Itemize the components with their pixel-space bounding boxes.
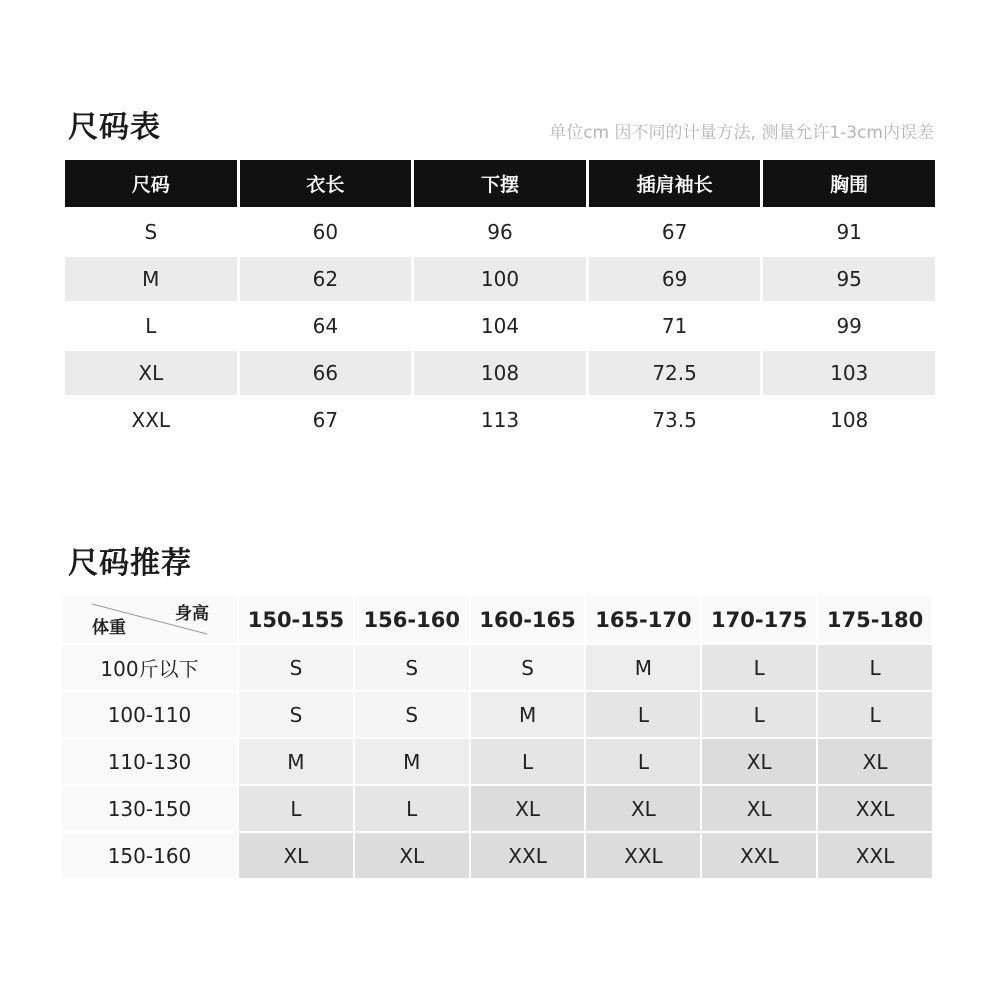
height-header: 165-170: [586, 596, 700, 643]
size-cell: XL: [239, 831, 353, 878]
header-hem: 下摆: [414, 160, 586, 210]
table-cell: 104: [414, 304, 586, 351]
size-cell: S: [355, 690, 469, 737]
size-cell: S: [471, 643, 585, 690]
size-cell: M: [586, 643, 700, 690]
size-cell: XXL: [818, 784, 932, 831]
table-row: [65, 351, 935, 398]
weight-label: 110-130: [62, 737, 237, 784]
size-cell: XL: [702, 737, 816, 784]
table-cell: 108: [414, 351, 586, 398]
corner-weight-label: 体重: [92, 618, 126, 638]
size-cell: M: [355, 737, 469, 784]
table-cell: 60: [240, 210, 412, 257]
size-chart-title: 尺码表: [68, 110, 161, 145]
table-cell: 96: [414, 210, 586, 257]
table-cell: 113: [414, 398, 586, 445]
size-cell: XXL: [702, 831, 816, 878]
table-cell: 67: [240, 398, 412, 445]
size-cell: L: [818, 643, 932, 690]
size-cell: L: [586, 690, 700, 737]
table-cell: 108: [763, 398, 935, 445]
measurement-note: 单位cm 因不同的计量方法, 测量允许1-3cm内误差: [549, 123, 934, 143]
table-cell: 103: [763, 351, 935, 398]
table-row: [62, 831, 932, 878]
recommendation-header-row: [62, 596, 932, 643]
recommendation-title: 尺码推荐: [68, 546, 192, 581]
size-cell: S: [239, 643, 353, 690]
size-cell: M: [471, 690, 585, 737]
size-cell: L: [818, 690, 932, 737]
table-row: [65, 257, 935, 304]
table-cell: 66: [240, 351, 412, 398]
table-cell: XL: [65, 351, 237, 398]
table-cell: 99: [763, 304, 935, 351]
table-cell: 72.5: [589, 351, 761, 398]
table-cell: S: [65, 210, 237, 257]
corner-cell: [62, 596, 237, 643]
weight-label: 100斤以下: [62, 643, 237, 690]
table-cell: 69: [589, 257, 761, 304]
table-cell: 73.5: [589, 398, 761, 445]
size-cell: L: [586, 737, 700, 784]
table-cell: 91: [763, 210, 935, 257]
height-header: 170-175: [702, 596, 816, 643]
header-sleeve: 插肩袖长: [589, 160, 761, 210]
header-size: 尺码: [65, 160, 237, 210]
height-header: 175-180: [818, 596, 932, 643]
size-cell: XL: [355, 831, 469, 878]
table-cell: 95: [763, 257, 935, 304]
table-cell: M: [65, 257, 237, 304]
table-row: [65, 210, 935, 257]
table-row: [62, 784, 932, 831]
weight-label: 130-150: [62, 784, 237, 831]
corner-height-label: 身高: [175, 604, 209, 624]
size-cell: XL: [818, 737, 932, 784]
weight-label: 150-160: [62, 831, 237, 878]
size-chart-table: [62, 160, 938, 445]
height-header: 150-155: [239, 596, 353, 643]
table-cell: 67: [589, 210, 761, 257]
size-cell: L: [355, 784, 469, 831]
size-recommendation-table: [60, 596, 934, 878]
table-cell: L: [65, 304, 237, 351]
size-cell: XL: [702, 784, 816, 831]
height-header: 160-165: [471, 596, 585, 643]
size-cell: XXL: [818, 831, 932, 878]
table-row: [62, 643, 932, 690]
size-cell: L: [702, 690, 816, 737]
size-cell: XL: [471, 784, 585, 831]
table-cell: 100: [414, 257, 586, 304]
table-cell: 64: [240, 304, 412, 351]
table-row: [62, 690, 932, 737]
header-length: 衣长: [240, 160, 412, 210]
weight-label: 100-110: [62, 690, 237, 737]
size-cell: L: [471, 737, 585, 784]
size-cell: S: [355, 643, 469, 690]
size-cell: M: [239, 737, 353, 784]
size-cell: XL: [586, 784, 700, 831]
size-chart-header-row: [65, 160, 935, 210]
size-cell: XXL: [471, 831, 585, 878]
size-cell: XXL: [586, 831, 700, 878]
header-chest: 胸围: [763, 160, 935, 210]
table-row: [62, 737, 932, 784]
diagonal-divider: [62, 596, 237, 643]
size-cell: L: [239, 784, 353, 831]
table-cell: 71: [589, 304, 761, 351]
table-cell: XXL: [65, 398, 237, 445]
table-row: [65, 398, 935, 445]
table-cell: 62: [240, 257, 412, 304]
table-row: [65, 304, 935, 351]
height-header: 156-160: [355, 596, 469, 643]
size-cell: L: [702, 643, 816, 690]
size-cell: S: [239, 690, 353, 737]
